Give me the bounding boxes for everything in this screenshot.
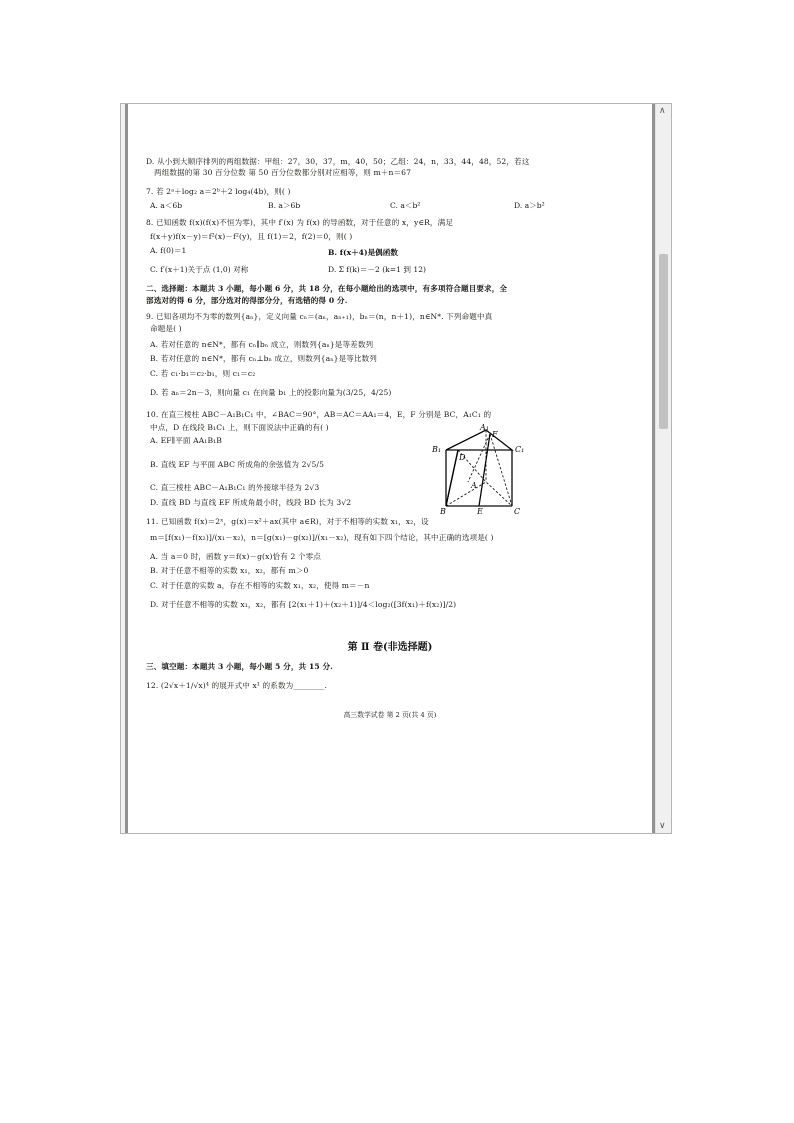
q10-option-d: D. 直线 BD 与直线 EF 所成角最小时，线段 BD 长为 3√2	[150, 498, 352, 507]
q9-stem-line2: 命题是( )	[150, 324, 182, 333]
vertical-scrollbar[interactable]	[655, 104, 671, 833]
q7-stem: 7. 若 2ᵃ＋log₂ a＝2ᵇ＋2 log₄(4b)，则( )	[146, 187, 291, 196]
scroll-up-arrow-icon[interactable]: ∧	[659, 106, 666, 116]
section2-header-line2: 部选对的得 6 分，部分选对的得部分分，有选错的得 0 分.	[146, 296, 348, 305]
section2-header-line1: 二、选择题：本题共 3 小题，每小题 6 分，共 18 分，在每小题给出的选项中，有多项符合题目要求，全	[146, 284, 508, 293]
q11-option-b: B. 对于任意不相等的实数 x₁，x₂，都有 m＞0	[150, 566, 309, 575]
segment-ef	[446, 434, 490, 506]
label-c1: C₁	[515, 445, 525, 454]
q12-stem: 12. (2√x＋1/√x)⁴ 的展开式中 x¹ 的系数为________.	[146, 681, 328, 690]
q6-option-d-line1: D. 从小到大顺序排列的两组数据：甲组：27，30，37，m，40，50；乙组：24，n，33，44，48，52，若这	[146, 157, 530, 166]
q11-option-d: D. 对于任意不相等的实数 x₁，x₂，都有 [2(x₁＋1)＋(x₂＋1)]/4＜log₂([3f(x₁)＋f(x₂)]/2)	[150, 600, 457, 609]
prism-figure	[428, 424, 538, 514]
exam-page	[125, 104, 655, 833]
scroll-down-arrow-icon[interactable]: ∨	[659, 821, 666, 831]
q6-option-d-line2: 两组数据的第 30 百分位数 第 50 百分位数都分别对应相等，则 m＋n＝67	[154, 168, 411, 177]
scroll-thumb[interactable]	[659, 254, 668, 429]
q11-option-a: A. 当 a＝0 时，函数 y＝f(x)－g(x)恰有 2 个零点	[150, 552, 321, 561]
q9-option-a: A. 若对任意的 n∈N*，都有 cₙ∥bₙ 成立，则数列{aₙ}是等差数列	[150, 340, 374, 349]
q9-option-d: D. 若 aₙ＝2n－3，则向量 c₁ 在向量 b₁ 上的投影向量为(3/25，4/25)	[150, 388, 392, 397]
document-viewer	[120, 103, 672, 834]
q7-option-a: A. a＜6b	[150, 201, 183, 210]
q8-stem-line2: f(x＋y)f(x－y)＝f²(x)－f²(y)，且 f(1)＝2，f(2)＝0，则( )	[150, 232, 353, 241]
section3-header: 三、填空题：本题共 3 小题，每小题 5 分，共 15 分.	[146, 662, 333, 671]
q10-stem-line1: 10. 在直三棱柱 ABC－A₁B₁C₁ 中，∠BAC＝90°，AB＝AC＝AA₁＝4，E，F 分别是 BC，A₁C₁ 的	[146, 410, 492, 419]
label-e: E	[477, 507, 483, 514]
prism-hidden-edges	[446, 430, 512, 506]
q11-stem-line2: m＝[f(x₁)－f(x₂)]/(x₁－x₂)，n＝[g(x₁)－g(x₂)]/(x₁－x₂)，现有如下四个结论，其中正确的选项是( )	[150, 533, 494, 542]
q7-option-c: C. a＜b²	[390, 201, 421, 210]
q8-option-a: A. f(0)＝1	[150, 246, 187, 255]
label-b1: B₁	[432, 445, 442, 454]
label-b: B	[440, 507, 446, 514]
q9-option-c: C. 若 c₁·b₁＝c₂·b₁，则 c₁＝c₂	[150, 369, 256, 378]
q8-option-b: B. f(x＋4)是偶函数	[328, 248, 398, 257]
label-a: A	[471, 481, 477, 490]
q10-stem-line2: 中点，D 在线段 B₁C₁ 上，则下面说法中正确的有( )	[150, 423, 329, 432]
prism-top-face	[446, 430, 512, 450]
q10-option-c: C. 直三棱柱 ABC－A₁B₁C₁ 的外接球半径为 2√3	[150, 483, 320, 492]
q7-option-b: B. a＞6b	[268, 201, 301, 210]
q8-option-c: C. f′(x＋1)关于点 (1,0) 对称	[150, 265, 249, 274]
q9-option-b: B. 若对任意的 n∈N*，都有 cₙ⊥bₙ 成立，则数列{aₙ}是等比数列	[150, 354, 377, 363]
q10-option-a: A. EF∥平面 AA₁B₁B	[150, 436, 222, 445]
q9-stem-line1: 9. 已知各项均不为零的数列{aₙ}，定义向量 cₙ＝(aₙ，aₙ₊₁)，bₙ＝(n，n＋1)，n∈N*. 下列命题中真	[146, 312, 493, 321]
q8-option-d: D. Σ f(k)＝－2 (k=1 到 12)	[328, 265, 427, 274]
label-d: D	[459, 453, 466, 462]
q11-option-c: C. 对于任意的实数 a，存在不相等的实数 x₁，x₂，使得 m＝－n	[150, 581, 370, 590]
part2-title: 第 Ⅱ 卷(非选择题)	[347, 642, 433, 653]
q8-stem-line1: 8. 已知函数 f(x)(f(x)不恒为零)，其中 f′(x) 为 f(x) 的导函数，对于任意的 x，y∈R，满足	[146, 218, 454, 227]
q10-option-b: B. 直线 EF 与平面 ABC 所成角的余弦值为 2√5/5	[150, 460, 325, 469]
page-footer: 高三数学试卷 第 2 页(共 4 页)	[343, 711, 437, 719]
label-f: F	[492, 430, 498, 439]
label-a1: A₁	[480, 424, 489, 432]
label-c: C	[514, 507, 521, 514]
q11-stem-line1: 11. 已知函数 f(x)＝2ˣ，g(x)＝x²＋ax(其中 a∈R)，对于不相等的实数 x₁，x₂，设	[146, 517, 429, 526]
q7-option-d: D. a＞b²	[514, 201, 545, 210]
